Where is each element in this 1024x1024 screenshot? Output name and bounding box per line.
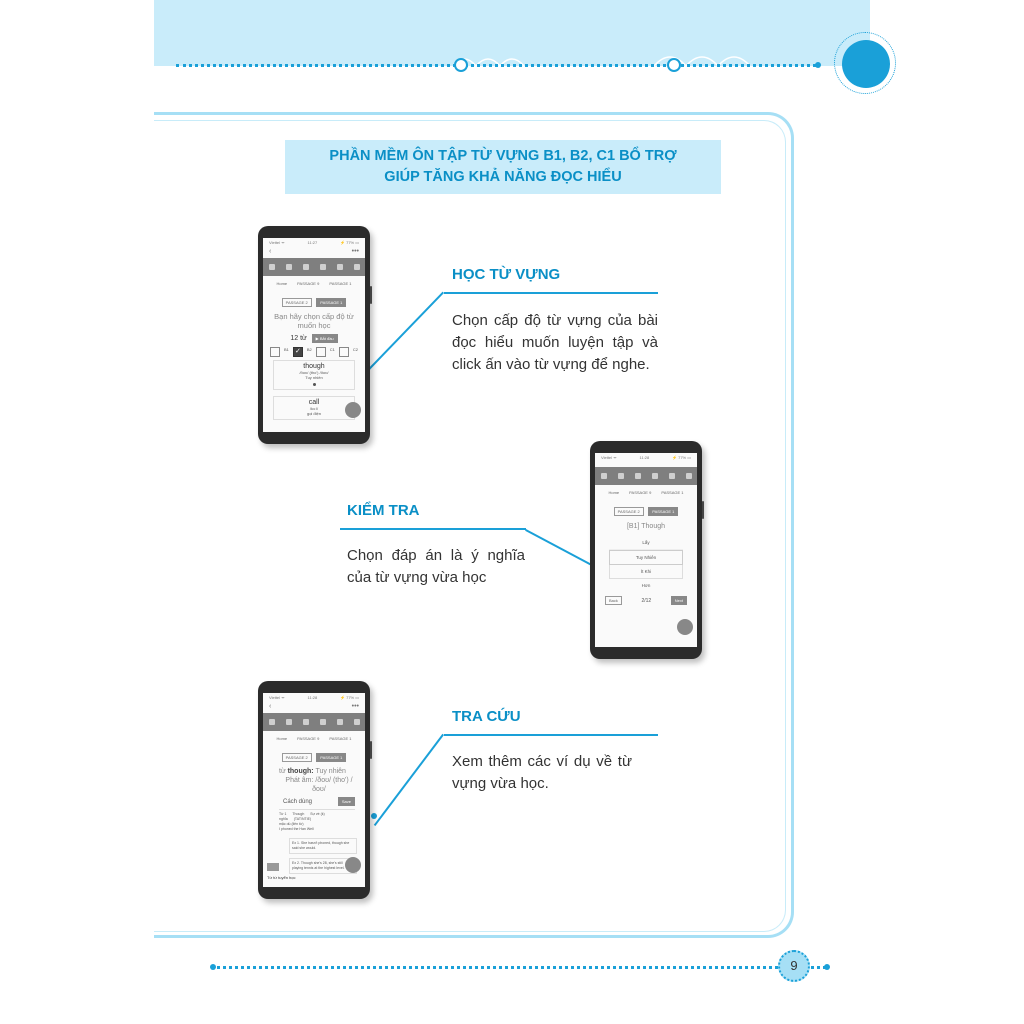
toolbar-list-icon[interactable]: [303, 719, 309, 725]
title-line-1: PHẦN MỀM ÔN TẬP TỪ VỰNG B1, B2, C1 BỔ TRỢ: [329, 148, 677, 164]
carrier-label: Viettel ᯤ: [269, 240, 285, 245]
floating-eye-button[interactable]: [677, 619, 693, 635]
word-phonetic: /kɔːl/: [309, 406, 319, 411]
battery-label: ⚡ 77% ▭: [672, 455, 691, 460]
word-phonetic: /ðoʊ/ (tho') /ðoʊ/: [299, 370, 329, 375]
chip-passage-2[interactable]: PASSAGE 2: [614, 507, 644, 516]
answer-option-selected[interactable]: Tuy Nhiên: [609, 550, 683, 565]
usage-label: Cách dùng: [283, 798, 313, 805]
back-icon[interactable]: ‹: [269, 703, 272, 710]
tab-home[interactable]: Home: [276, 281, 288, 286]
carrier-label: Viettel ᯤ: [269, 695, 285, 700]
nav-bar: [263, 703, 365, 713]
tab-passage-9[interactable]: PASSAGE 9: [297, 281, 320, 286]
tab-passage-9[interactable]: PASSAGE 9: [629, 490, 652, 495]
toolbar-grid-icon[interactable]: [286, 719, 292, 725]
learn-heading-line: [444, 292, 658, 294]
status-bar: [263, 693, 365, 703]
toolbar-music-icon[interactable]: [337, 719, 343, 725]
passage-tabs: [263, 736, 365, 741]
toolbar-settings-icon[interactable]: [354, 719, 360, 725]
checkbox-c2[interactable]: [339, 347, 349, 357]
example-card: Ex 1. She hasn't phoned, though she said she would.: [289, 838, 357, 854]
word-phonetic: Phát âm: /ðoʊ/ (tho') / ðoʊ/: [285, 777, 353, 793]
word-text: call: [308, 399, 320, 406]
phone-learn: [258, 226, 370, 444]
floating-eye-button[interactable]: [345, 402, 361, 418]
phone-lookup: [258, 681, 370, 899]
toolbar-music-icon[interactable]: [669, 473, 675, 479]
tab-passage-1[interactable]: PASSAGE 1: [661, 490, 684, 495]
app-toolbar: [595, 467, 697, 485]
toolbar-settings-icon[interactable]: [686, 473, 692, 479]
status-bar: [595, 453, 697, 463]
answer-option[interactable]: Lấy: [609, 536, 683, 550]
banner-ring-dot: [667, 58, 681, 72]
toolbar-list-icon[interactable]: [303, 264, 309, 270]
tab-home[interactable]: Home: [608, 490, 620, 495]
banner-end-dot: [815, 62, 821, 68]
status-bar: [263, 238, 365, 248]
chip-passage-2[interactable]: PASSAGE 2: [282, 753, 312, 762]
chip-passage-1[interactable]: PASSAGE 1: [316, 298, 346, 307]
corner-circle: [842, 40, 890, 88]
quiz-progress: 2/12: [641, 597, 652, 604]
usage-cell: (TAT/NTIE): [293, 817, 312, 821]
clock-label: 11:28: [307, 695, 318, 700]
tab-passage-1[interactable]: PASSAGE 1: [329, 281, 352, 286]
phone-side-button: [702, 501, 704, 519]
chip-passage-1[interactable]: PASSAGE 1: [316, 753, 346, 762]
clock-label: 11:27: [307, 240, 318, 245]
audio-dot-icon[interactable]: [313, 383, 316, 386]
passage-chips: [263, 746, 365, 764]
toolbar-book-icon[interactable]: [601, 473, 607, 479]
page-number: 9: [778, 950, 810, 982]
start-button[interactable]: ▶ Bắt đầu: [312, 334, 338, 343]
banner-dotted-line: [176, 64, 816, 67]
level-prompt: Bạn hãy chọn cấp độ từ muốn học: [274, 312, 354, 330]
learn-description: Chọn cấp độ từ vựng của bài đọc hiểu muốn luyện tập và click ấn vào từ vựng để nghe.: [452, 312, 658, 373]
quiz-nav: [605, 596, 687, 605]
checkbox-b2-checked[interactable]: ✓: [293, 347, 303, 357]
definition-prefix: từ: [279, 768, 288, 775]
phone-side-button: [370, 741, 372, 759]
passage-tabs: [263, 281, 365, 286]
toolbar-book-icon[interactable]: [269, 264, 275, 270]
usage-cell: I phoned the Han Well: [279, 827, 314, 831]
banner-ring-dot: [454, 58, 468, 72]
toolbar-grid-icon[interactable]: [618, 473, 624, 479]
footer-start-dot: [210, 964, 216, 970]
phone-side-button: [370, 286, 372, 304]
page-title: [285, 140, 721, 194]
checkbox-b1[interactable]: [270, 347, 280, 357]
chip-passage-1[interactable]: PASSAGE 1: [648, 507, 678, 516]
passage-chips: [595, 500, 697, 518]
usage-cell: Though: [292, 812, 305, 816]
quiz-back-button[interactable]: Back: [605, 596, 622, 605]
phone-learn-screen: [263, 238, 365, 432]
app-toolbar: [263, 713, 365, 731]
battery-label: ⚡ 77% ▭: [340, 240, 359, 245]
definition-meaning: Tuy nhiên: [313, 768, 346, 775]
word-card[interactable]: [273, 360, 355, 390]
phone-lookup-screen: [263, 693, 365, 887]
phone-test-screen: [595, 453, 697, 647]
tab-home[interactable]: Home: [276, 736, 288, 741]
test-heading-line: [340, 528, 526, 530]
answer-option[interactable]: Ít Khi: [609, 565, 683, 579]
toolbar-chat-icon[interactable]: [320, 264, 326, 270]
footer-end-dot: [824, 964, 830, 970]
toolbar-settings-icon[interactable]: [354, 264, 360, 270]
level-c1-label: C1: [329, 347, 335, 352]
lookup-description: Xem thêm các ví dụ về từ vựng vừa học.: [452, 753, 632, 792]
checkbox-c1[interactable]: [316, 347, 326, 357]
toolbar-chat-icon[interactable]: [320, 719, 326, 725]
usage-cell: nghĩa: [279, 817, 288, 821]
footer-dotted-line: [212, 966, 826, 969]
toolbar-music-icon[interactable]: [337, 264, 343, 270]
level-b1-label: B1: [283, 347, 289, 352]
level-b2-label: B2: [306, 347, 312, 352]
title-line-2: GIÚP TĂNG KHẢ NĂNG ĐỌC HIỂU: [384, 169, 622, 185]
usage-row: [283, 797, 355, 806]
passage-tabs: [595, 490, 697, 495]
usage-cell: Từ 1: [279, 812, 287, 816]
level-c2-label: C2: [352, 347, 359, 352]
more-icon[interactable]: •••: [351, 248, 359, 255]
test-heading: KIỂM TRA: [347, 502, 420, 519]
word-meaning: gọi điện: [306, 411, 321, 416]
learn-heading: HỌC TỪ VỰNG: [452, 266, 561, 283]
lookup-connector-dot: [371, 813, 377, 819]
floating-eye-button[interactable]: [345, 857, 361, 873]
bottom-caption: Từ từ tuyển học: [267, 875, 296, 880]
toolbar-grid-icon[interactable]: [286, 264, 292, 270]
word-meaning: Tuy nhiên: [305, 375, 323, 380]
back-icon[interactable]: ‹: [269, 248, 272, 255]
quiz-next-button[interactable]: Next: [671, 596, 687, 605]
usage-cell: Sự về (k): [310, 812, 325, 816]
more-icon[interactable]: •••: [351, 703, 359, 710]
app-toolbar: [263, 258, 365, 276]
quiz-question: [B1] Though: [626, 523, 665, 530]
toolbar-book-icon[interactable]: [269, 719, 275, 725]
tab-passage-9[interactable]: PASSAGE 9: [297, 736, 320, 741]
toolbar-chat-icon[interactable]: [652, 473, 658, 479]
word-count-row: [263, 334, 365, 343]
nav-bar: [263, 248, 365, 258]
word-definition: [279, 767, 359, 776]
lookup-heading-line: [444, 734, 658, 736]
answer-options: [609, 536, 683, 592]
scroll-up-button[interactable]: [267, 863, 279, 871]
usage-table: [279, 809, 355, 832]
answer-option[interactable]: Hơn: [641, 583, 651, 588]
phone-test: [590, 441, 702, 659]
lookup-heading: TRA CỨU: [452, 708, 521, 725]
word-card[interactable]: [273, 396, 355, 420]
battery-label: ⚡ 77% ▭: [340, 695, 359, 700]
toolbar-list-icon[interactable]: [635, 473, 641, 479]
clock-label: 11:28: [639, 455, 650, 460]
tab-passage-1[interactable]: PASSAGE 1: [329, 736, 352, 741]
passage-chips: [263, 291, 365, 309]
example-card: Ex 2. Though she's 28, she's still playing tennis at the highest level.: [289, 858, 357, 874]
level-checkboxes: [263, 347, 365, 357]
save-button[interactable]: Save: [338, 797, 355, 806]
definition-word: though:: [287, 768, 314, 775]
carrier-label: Viettel ᯤ: [601, 455, 617, 460]
test-description: Chọn đáp án là ý nghĩa của từ vựng vừa học: [347, 547, 525, 586]
usage-cell: mặc dù (liên từ): [279, 822, 304, 826]
chip-passage-2[interactable]: PASSAGE 2: [282, 298, 312, 307]
word-text: though: [303, 363, 325, 370]
word-count: 12 từ: [290, 335, 307, 342]
